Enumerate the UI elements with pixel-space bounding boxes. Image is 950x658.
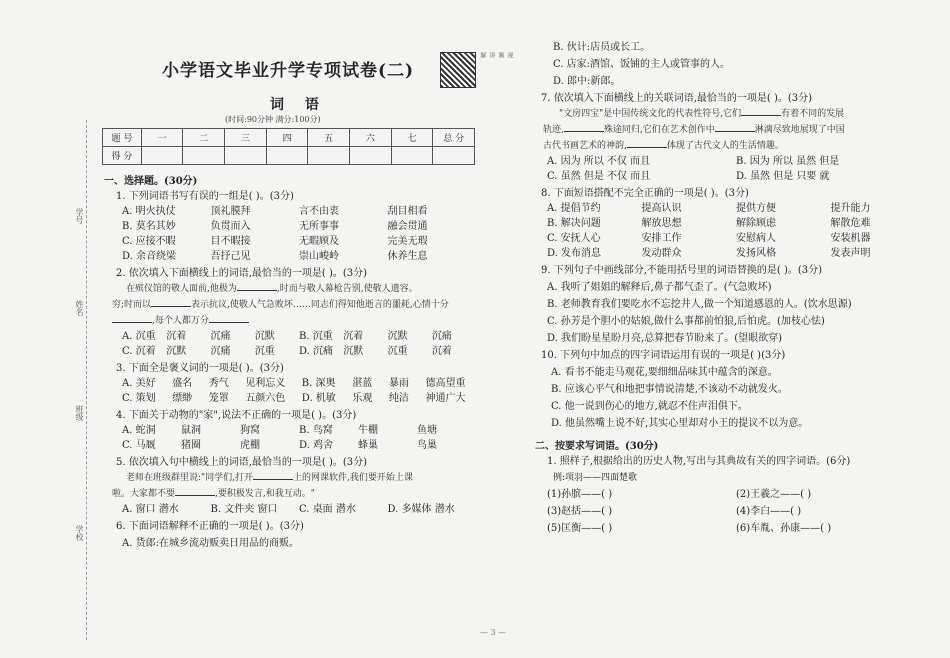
option-text: 沉痛: [431, 331, 452, 342]
option-text: 沉着: [431, 346, 452, 357]
question-10-option[interactable]: D. 他虽然嘴上说不好,其实心里却对小王的提议不以为意。: [551, 418, 809, 429]
score-cell: 一: [141, 129, 183, 147]
option-text: 发动群众: [641, 248, 682, 259]
score-cell: 得 分: [103, 147, 142, 165]
score-input-cell[interactable]: [308, 147, 350, 165]
score-input-cell[interactable]: [183, 147, 225, 165]
answer-blank[interactable]: [564, 123, 604, 132]
score-cell: 五: [308, 129, 350, 147]
option-text: 安排工作: [641, 233, 682, 244]
answer-blank[interactable]: [209, 314, 249, 323]
question-9-option[interactable]: A. 我听了姐姐的解释后,鼻子都气歪了。(气急败坏): [547, 282, 772, 293]
passage-text: 上的网课软件,我们要开始上课: [293, 473, 413, 483]
score-table: [102, 128, 475, 165]
score-cell: 七: [391, 129, 433, 147]
passage-text: 淋漓尽致地展现了中国: [754, 125, 845, 135]
option-text[interactable]: D. 多媒体 潜水: [387, 504, 455, 515]
time-limit: (时间:90分钟 满分:100分): [225, 115, 321, 124]
option-text: 盛名: [172, 378, 193, 389]
answer-blank[interactable]: [151, 298, 191, 307]
passage-text: 在殡仪馆的敬人面前,他极为: [126, 284, 237, 294]
question-10-option[interactable]: C. 他一说到伤心的地方,就忍不住声泪俱下。: [551, 401, 748, 412]
passage-text: 老师在班级群里说:"同学们,打开: [126, 473, 254, 483]
passage-text: 表示抗议,使敬人气急败坏……同志们得知他逝言的噩耗,心情十分: [191, 300, 449, 310]
question-4-options: [104, 423, 476, 453]
score-input-cell[interactable]: [433, 147, 475, 165]
score-input-cell[interactable]: [141, 147, 183, 165]
score-table-header-row: [103, 129, 475, 147]
option-text[interactable]: D. 机敏: [301, 393, 336, 404]
option-text: 解放思想: [641, 218, 682, 229]
option-text: 吾抒己见: [210, 251, 251, 262]
fill-in-grid: [535, 486, 925, 537]
option-text[interactable]: B. 深奥: [301, 378, 336, 389]
score-cell: 题 号: [103, 129, 142, 147]
score-cell: 四: [266, 129, 308, 147]
option-text: 发扬风格: [736, 248, 776, 259]
question-10-option[interactable]: A. 看书不能走马观花,要细细品味其中蕴含的深意。: [551, 367, 778, 378]
passage-text: 啦。大家都不要: [112, 489, 176, 499]
example-text: 例:项羽——四面楚歌: [553, 473, 638, 483]
score-table-score-row: [103, 147, 475, 165]
qr-caption: 视频讲解: [479, 52, 513, 58]
question-6-option-a[interactable]: A. 货郎:在城乡流动贩卖日用品的商贩。: [122, 538, 299, 549]
question-5-passage: [104, 470, 476, 502]
option-text[interactable]: A. 提倡节约: [547, 203, 601, 214]
option-text: 完美无瑕: [387, 236, 428, 247]
score-cell: 二: [183, 129, 225, 147]
option-text[interactable]: D. 虽然 但是 只要 就: [736, 171, 830, 182]
option-text: 沉默: [343, 346, 364, 357]
option-text[interactable]: A. 窗口 潜水: [122, 504, 179, 515]
option-text[interactable]: B. 鸟窝: [299, 425, 333, 436]
score-cell: 三: [225, 129, 267, 147]
option-text: 沉默: [254, 331, 275, 342]
question-9-stem: 9. 下列句子中画线部分,不能用括号里的词语替换的是( )。(3分): [541, 265, 823, 276]
question-10-stem: 10. 下列句中加点的四字词语运用有误的一项是( )(3分): [541, 350, 786, 361]
margin-label-name: 姓名: [75, 300, 84, 316]
option-text[interactable]: A. 明火执仗: [122, 206, 176, 217]
passage-text: ,时而与敬人幕枪告别,使敬人遗容。: [276, 284, 418, 294]
score-cell: 总 分: [433, 129, 475, 147]
option-text: 鸟巢: [417, 440, 437, 451]
right-page: [535, 38, 925, 537]
option-text[interactable]: C. 沉着: [122, 346, 156, 357]
option-text: 狗窝: [240, 425, 260, 436]
fill-item[interactable]: (5)匡衡——( ): [547, 523, 613, 534]
option-text: 沉着: [343, 331, 364, 342]
question-9-option[interactable]: B. 老师教育我们要吃水不忘挖井人,做一个知道感恩的人。(饮水思源): [547, 299, 852, 310]
option-text: 德高望重: [425, 378, 466, 389]
margin-label-class: 班级: [75, 405, 84, 421]
option-text[interactable]: C. 策划: [122, 393, 156, 404]
option-text[interactable]: D. 发布消息: [547, 248, 602, 259]
question-4-stem: 4. 下面关于动物的"家",说法不正确的一项是( )。(3分): [116, 410, 357, 421]
option-text: 提供方便: [736, 203, 776, 214]
option-text[interactable]: A. 因为 所以 不仅 而且: [547, 156, 651, 167]
option-text: 安装机器: [830, 233, 871, 244]
option-text[interactable]: D. 鸡舍: [299, 440, 334, 451]
score-cell: 六: [350, 129, 392, 147]
option-text: 见利忘义: [245, 378, 286, 389]
option-text: 刮目相看: [387, 206, 428, 217]
passage-text: 轨迹,: [543, 125, 564, 135]
question-2-options: [104, 329, 476, 359]
option-text: 负贯而入: [210, 221, 251, 232]
option-text: 崇山峻岭: [299, 251, 339, 262]
option-text[interactable]: B. 解决问题: [547, 218, 601, 229]
fill-item[interactable]: (6)车胤、孙康——( ): [736, 523, 832, 534]
option-text: 纯洁: [388, 393, 409, 404]
question-10-option[interactable]: B. 应该心平气和地把事情说清楚,不该动不动就发火。: [551, 384, 788, 395]
option-text: 沉着: [166, 331, 187, 342]
option-text: 湛蓝: [352, 378, 373, 389]
option-text[interactable]: B. 因为 所以 虽然 但是: [736, 156, 840, 167]
option-text[interactable]: D. 余音绕梁: [122, 251, 177, 262]
question-9-option[interactable]: C. 孙芳是个胆小的姑娘,做什么事都前怕狼,后怕虎。(加枝心怯): [547, 316, 825, 327]
question-2-passage: [104, 281, 476, 329]
question-2-stem: 2. 依次填入下面横线上的词语,最恰当的一项是( )。(3分): [116, 268, 368, 279]
margin-label-school: 学校: [75, 525, 84, 541]
option-text[interactable]: C. 虽然 但是 不仅 而且: [547, 171, 651, 182]
option-text: 乐观: [352, 393, 373, 404]
margin-label-id: 学号: [75, 208, 84, 224]
passage-text: 殊途同归,它们在艺术创作中: [603, 125, 715, 135]
option-text: 蜂巢: [358, 440, 378, 451]
answer-blank[interactable]: [627, 139, 667, 148]
section-2-question-1: 1. 照样子,根据给出的历史人物,写出与其典故有关的四字词语。(6分): [547, 456, 851, 467]
option-text: 沉默: [166, 346, 187, 357]
option-text: 解散危难: [830, 218, 871, 229]
score-input-cell[interactable]: [350, 147, 392, 165]
option-text: 鼠洞: [181, 425, 201, 436]
option-text[interactable]: A. 美好: [122, 378, 156, 389]
question-8-stem: 8. 下面短语搭配不完全正确的一项是( )。(3分): [541, 188, 749, 199]
option-text: 五颜六色: [245, 393, 286, 404]
option-text: 沉重: [387, 346, 408, 357]
question-7-stem: 7. 依次填入下面横线上的关联词语,最恰当的一项是( )。(3分): [541, 93, 813, 104]
option-text: 无暇顾及: [299, 236, 339, 247]
option-text: 暴雨: [388, 378, 409, 389]
answer-blank[interactable]: [741, 107, 781, 116]
page-title: 小学语文毕业升学专项试卷(二): [162, 61, 415, 81]
option-text: 沉重: [254, 346, 275, 357]
option-text: 安慰病人: [736, 233, 776, 244]
option-text: 解除顾虑: [736, 218, 776, 229]
passage-text: 体现了古代文人的生活情趣。: [666, 141, 784, 151]
score-input-cell[interactable]: [266, 147, 308, 165]
passage-text: "文房四宝"是中国传统文化的代表性符号,它们: [559, 109, 742, 119]
option-text: 无所事事: [299, 221, 339, 232]
option-text: 融会贯通: [387, 221, 428, 232]
answer-blank[interactable]: [112, 314, 152, 323]
option-text: 顶礼膜拜: [210, 206, 251, 217]
section-2-heading: 二、按要求写词语。(30分): [535, 441, 659, 452]
score-input-cell[interactable]: [391, 147, 433, 165]
passage-text: 古代书画艺术的神韵,: [543, 141, 627, 151]
option-text: 休养生息: [387, 251, 428, 262]
answer-blank[interactable]: [175, 487, 215, 496]
binding-dashed-line: [86, 120, 87, 640]
question-9-option[interactable]: D. 我们盼星星盼月亮,总算把春节盼来了。(望眼欲穿): [547, 333, 782, 344]
answer-blank[interactable]: [253, 471, 293, 480]
option-text: 提升能力: [830, 203, 871, 214]
option-text: 沉痛: [210, 346, 231, 357]
section-1-heading: 一、选择题。(30分): [104, 176, 198, 187]
question-1-options: [104, 204, 476, 264]
option-text[interactable]: B. 莫名其妙: [122, 221, 176, 232]
question-3-stem: 3. 下面全是褒义词的一项是( )。(3分): [116, 363, 284, 374]
question-6-option-b[interactable]: B. 伙计:店员或长工。: [553, 42, 651, 53]
passage-text: ,要积极发言,和我互动。": [215, 489, 315, 499]
question-6-option-c[interactable]: C. 店家:酒馆、饭铺的主人或管事的人。: [553, 59, 731, 70]
page-subtitle: 词 语: [270, 97, 327, 113]
page-number: — 3 —: [480, 628, 507, 637]
passage-text: ,每个人都万分: [152, 316, 209, 326]
option-text[interactable]: C. 桌面 潜水: [299, 504, 356, 515]
option-text: 发表声明: [830, 248, 871, 259]
option-text[interactable]: C. 马厩: [122, 440, 156, 451]
answer-blank[interactable]: [237, 282, 277, 291]
option-text[interactable]: C. 应接不暇: [122, 236, 176, 247]
option-text: 目不暇接: [210, 236, 251, 247]
option-text[interactable]: B. 文件夹 窗口: [210, 504, 278, 515]
question-7-options: [535, 154, 925, 184]
option-text: 牛棚: [358, 425, 378, 436]
option-text: 提高认识: [641, 203, 682, 214]
option-text[interactable]: A. 沉重: [122, 331, 156, 342]
option-text: 沉默: [387, 331, 408, 342]
answer-blank[interactable]: [715, 123, 755, 132]
option-text: 缥缈: [172, 393, 193, 404]
fill-item[interactable]: (2)王羲之——( ): [736, 489, 812, 500]
question-8-options: [535, 201, 925, 261]
question-6-stem: 6. 下面词语解释不正确的一项是( )。(3分): [116, 521, 304, 532]
fill-item[interactable]: (4)李白——( ): [736, 506, 802, 517]
fill-item[interactable]: (3)赵括——( ): [547, 506, 613, 517]
question-5-options: [104, 502, 476, 517]
option-text: 笼罩: [208, 393, 229, 404]
option-text[interactable]: D. 沉痛: [299, 346, 334, 357]
score-input-cell[interactable]: [225, 147, 267, 165]
option-text: 言不由衷: [299, 206, 339, 217]
binding-margin: [0, 0, 98, 658]
option-text: 猪圈: [181, 440, 201, 451]
left-content: [104, 172, 476, 551]
question-7-passage: [535, 106, 925, 154]
option-text[interactable]: C. 安抚人心: [547, 233, 601, 244]
option-text: 秀气: [208, 378, 229, 389]
fill-item[interactable]: (1)孙膑——( ): [547, 489, 613, 500]
qr-code-icon[interactable]: [440, 52, 476, 88]
option-text: 虎棚: [240, 440, 260, 451]
question-6-option-d[interactable]: D. 郎中:新郎。: [553, 76, 621, 87]
passage-text: 穷;时而以: [112, 300, 152, 310]
option-text[interactable]: B. 沉重: [299, 331, 333, 342]
question-5-stem: 5. 依次填入句中横线上的词语,最恰当的一项是( )。(3分): [116, 457, 368, 468]
option-text: 沉痛: [210, 331, 231, 342]
passage-text: 有着不同的发展: [781, 109, 845, 119]
option-text: 神通广大: [425, 393, 466, 404]
option-text: 鱼塘: [417, 425, 437, 436]
question-1-stem: 1. 下列词语书写有误的一组是( )。(3分): [116, 191, 294, 202]
option-text[interactable]: A. 蛇洞: [122, 425, 156, 436]
question-3-options: [104, 376, 476, 406]
